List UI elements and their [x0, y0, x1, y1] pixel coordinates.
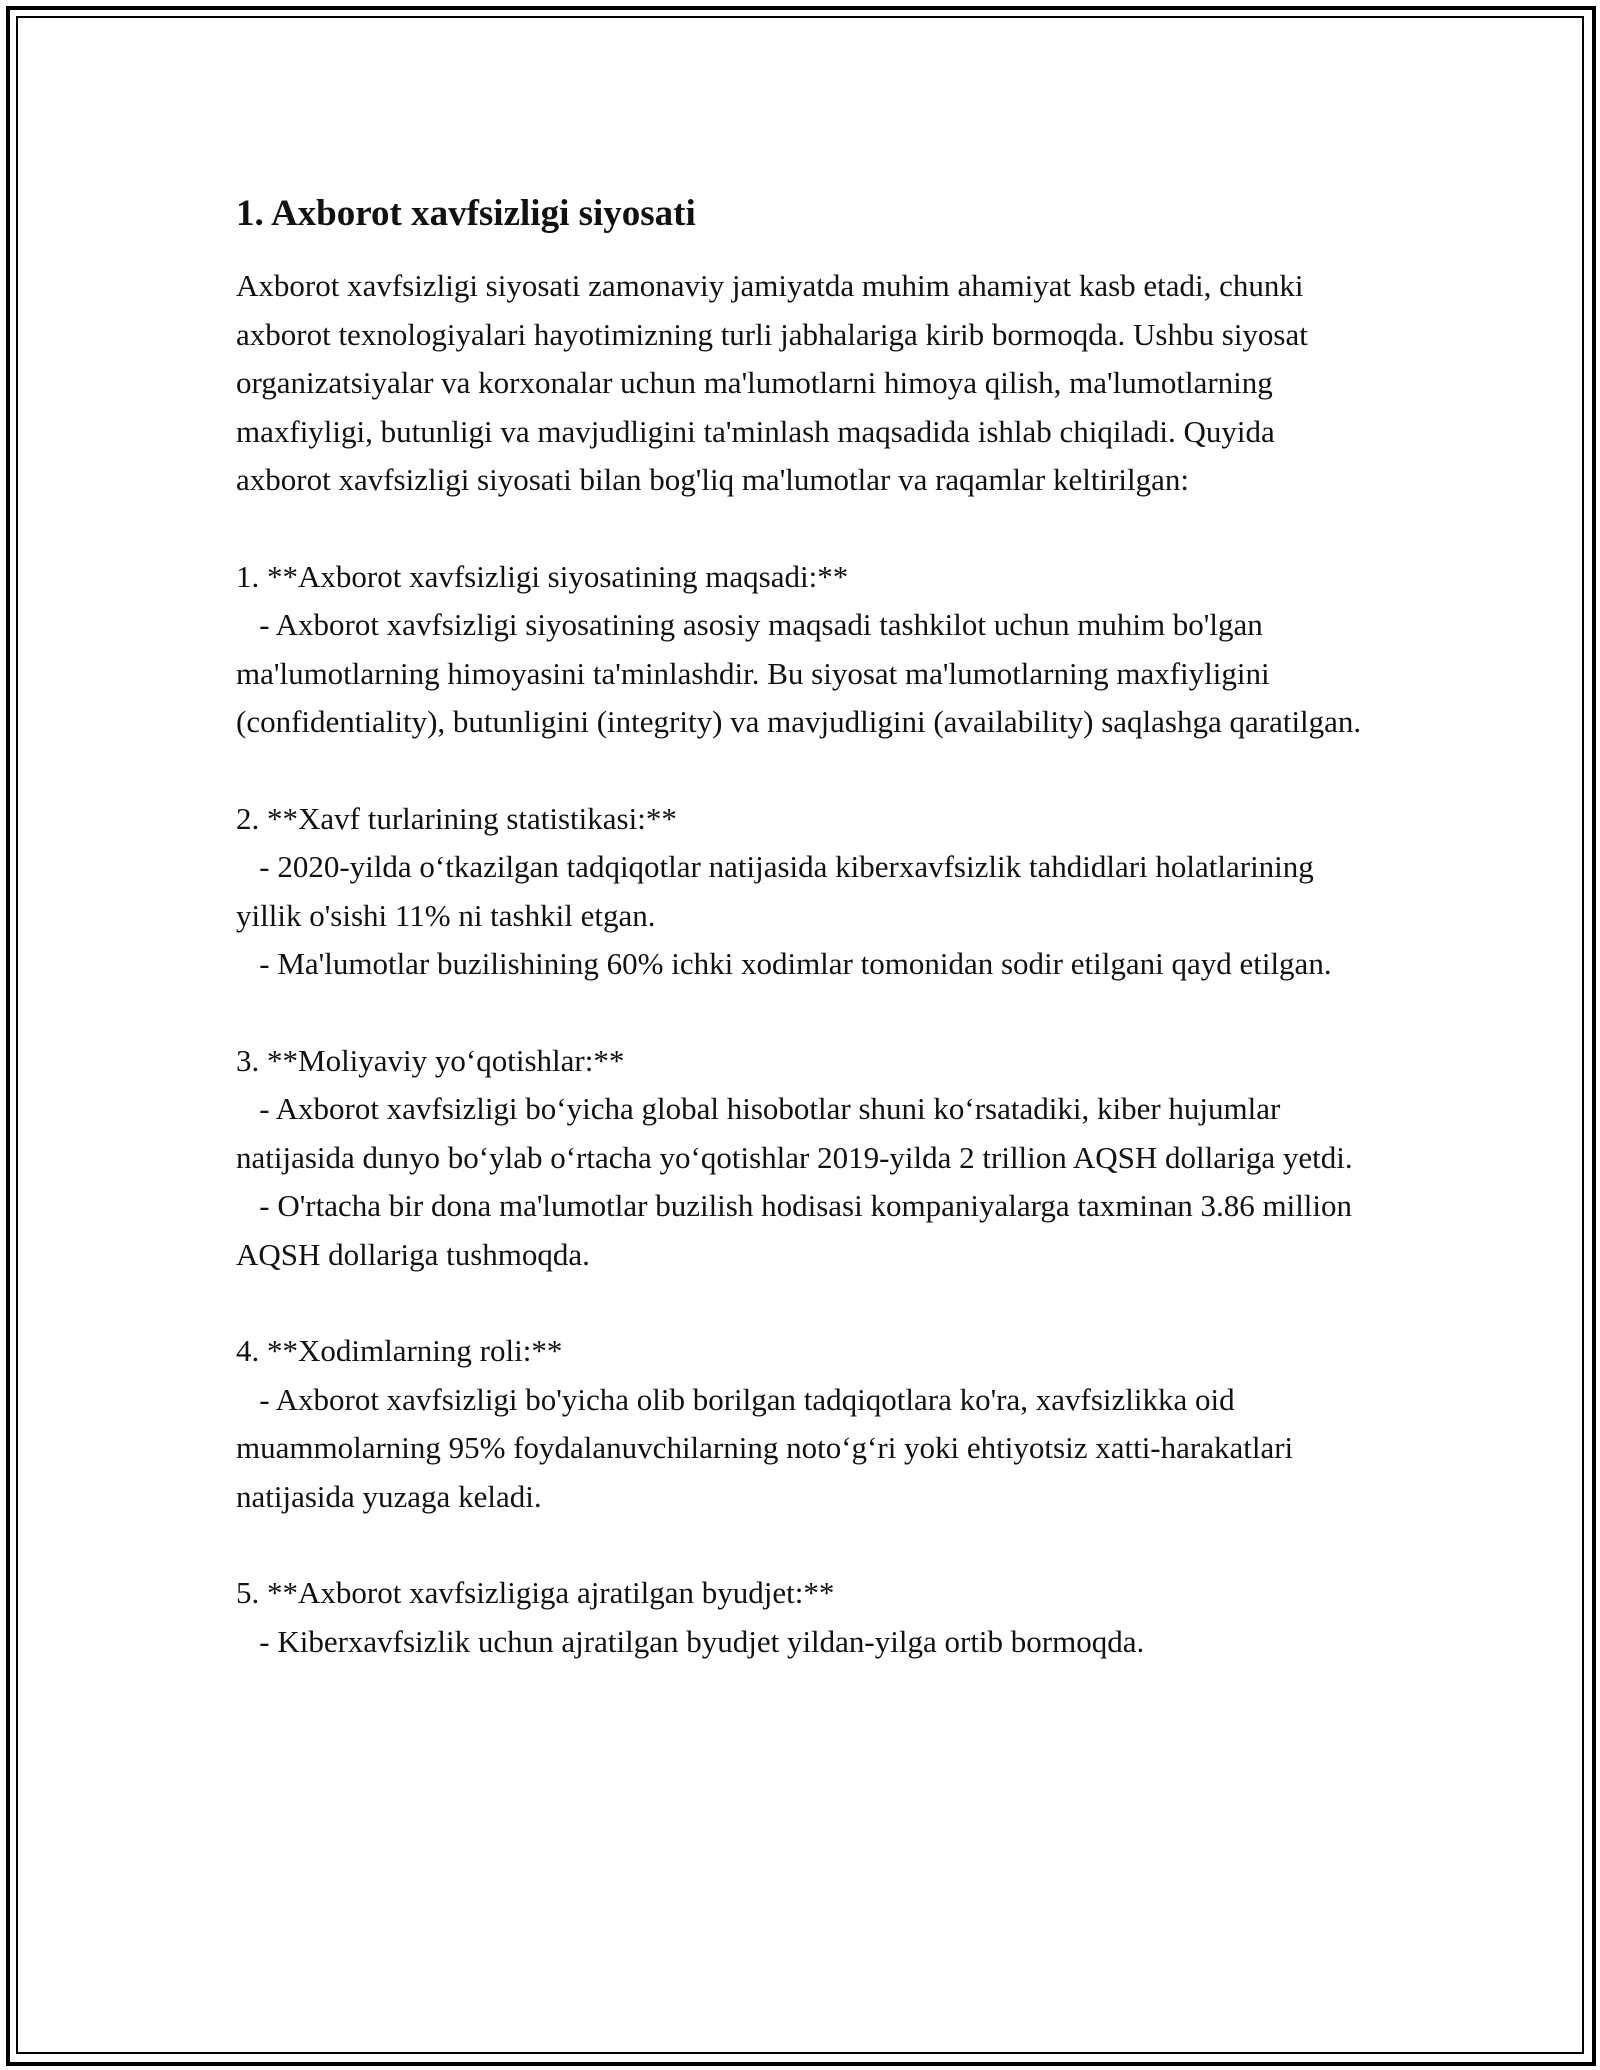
section-title: 2. **Xavf turlarining statistikasi:**	[236, 800, 677, 836]
section-bullet	[236, 843, 1366, 940]
bullet-indent	[236, 1091, 259, 1126]
bullet-indent	[236, 946, 259, 981]
section-title: 4. **Xodimlarning roli:**	[236, 1333, 563, 1368]
section-bullet	[236, 1182, 1366, 1279]
bullet-text: - Axborot xavfsizligi siyosatining asosiy maqsadi tashkilot uchun muhim bo'lgan ma'lumotlarning himoyasini ta'minlashdir. Bu siyosat ma'lumotlarning maxfiyligini (confidentiality), butunligini (integrity) va mavjudligini (availability) saqlashga qaratilgan.	[236, 607, 1362, 739]
section-title: 1. **Axborot xavfsizligi siyosatining maqsadi:**	[236, 558, 849, 594]
bullet-text: - Axborot xavfsizligi boʻyicha global hisobotlar shuni koʻrsatadiki, kiber hujumlar natijasida dunyo boʻylab oʻrtacha yoʻqotishlar 2019-yilda 2 trillion AQSH dollariga yetdi.	[236, 1091, 1353, 1175]
section-bullet	[236, 1085, 1366, 1182]
document-heading: 1. Axborot xavfsizligi siyosati	[236, 193, 696, 234]
bullet-indent	[236, 607, 259, 642]
bullet-indent	[236, 1382, 259, 1417]
section-title: 3. **Moliyaviy yoʻqotishlar:**	[236, 1042, 625, 1078]
section-2	[236, 795, 1366, 989]
document-body	[236, 190, 1366, 1666]
section-4	[236, 1327, 1366, 1521]
section-bullet	[236, 1376, 1366, 1522]
section-bullet	[236, 601, 1366, 747]
section-title: 5. **Axborot xavfsizligiga ajratilgan byudjet:**	[236, 1575, 835, 1610]
bullet-indent	[236, 849, 259, 884]
bullet-indent	[236, 1624, 259, 1659]
section-3	[236, 1037, 1366, 1280]
intro-paragraph: Axborot xavfsizligi siyosati zamonaviy jamiyatda muhim ahamiyat kasb etadi, chunki axborot texnologiyalari hayotimizning turli jabhalariga kirib bormoqda. Ushbu siyosat organizatsiyalar va korxonalar uchun ma'lumotlarni himoya qilish, ma'lumotlarning maxfiyligi, butunligi va mavjudligini ta'minlash maqsadida ishlab chiqiladi. Quyida axborot xavfsizligi siyosati bilan bog'liq ma'lumotlar va raqamlar keltirilgan:	[236, 268, 1316, 497]
bullet-indent	[236, 1188, 259, 1223]
bullet-text: - Ma'lumotlar buzilishining 60% ichki xodimlar tomonidan sodir etilgani qayd etilgan.	[259, 946, 1332, 981]
section-5	[236, 1569, 1366, 1666]
section-bullet	[236, 940, 1366, 989]
bullet-text: - Axborot xavfsizligi bo'yicha olib borilgan tadqiqotlara ko'ra, xavfsizlikka oid muammolarning 95% foydalanuvchilarning notoʻgʻri yoki ehtiyotsiz xatti-harakatlari natijasida yuzaga keladi.	[236, 1381, 1301, 1514]
bullet-text: - Kiberxavfsizlik uchun ajratilgan byudjet yildan-yilga ortib bormoqda.	[259, 1623, 1145, 1659]
bullet-text: - 2020-yilda oʻtkazilgan tadqiqotlar natijasida kiberxavfsizlik tahdidlari holatlarining yillik o'sishi 11% ni tashkil etgan.	[236, 849, 1322, 933]
section-bullet	[236, 1618, 1366, 1667]
section-1	[236, 553, 1366, 747]
bullet-text: - O'rtacha bir dona ma'lumotlar buzilish hodisasi kompaniyalarga taxminan 3.86 million AQSH dollariga tushmoqda.	[236, 1188, 1359, 1272]
